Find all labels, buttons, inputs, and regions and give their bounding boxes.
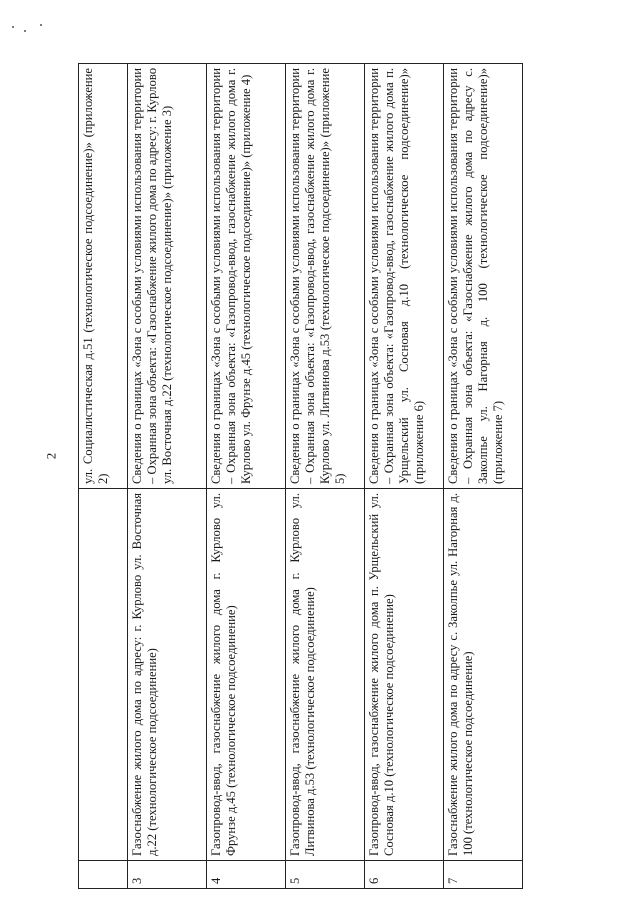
table-row [286, 64, 365, 889]
zone-cell: Сведения о границах «Зона с особыми условиями использования территории – Охранная зона объекта: «Газопровод-ввод, газоснабжение жилого дома г. Курлово ул. Фрунзе д.45 (технологическое подсоединение)» (приложение 4) [207, 64, 286, 489]
page-number: 2 [43, 452, 59, 460]
rotated-table-content [78, 64, 505, 889]
zone-cell: Сведения о границах «Зона с особыми условиями использования территории – Охранная зона объекта: «Газоснабжение жилого дома по адресу: г. Курлово ул. Восточная д.22 (технологическое подсоединение)» (приложение 3) [128, 64, 207, 489]
zone-cell: Сведения о границах «Зона с особыми условиями использования территории – Охранная зона объекта: «Газоснабжение жилого дома по адресу с. Заколпье ул. Нагорная д. 100 (технологическое подсоединение)» (приложение 7) [444, 64, 523, 489]
object-cell [79, 489, 128, 861]
object-cell: Газоснабжение жилого дома по адресу: г. Курлово ул. Восточная д.22 (технологическое подсоединение) [128, 489, 207, 861]
row-number: 4 [207, 861, 286, 889]
row-number [79, 861, 128, 889]
scan-specks [10, 22, 50, 38]
row-number: 6 [365, 861, 444, 889]
table-row [128, 64, 207, 889]
object-cell: Газоснабжение жилого дома по адресу с. Заколпье ул. Нагорная д. 100 (технологическое подсоединение) [444, 489, 523, 861]
zone-cell: Сведения о границах «Зона с особыми условиями использования территории – Охранная зона объекта: «Газопровод-ввод, газоснабжение жилого дома г. Курлово ул. Литвинова д.53 (технологическое подсоединение)» (приложение 5) [286, 64, 365, 489]
row-number: 7 [444, 861, 523, 889]
table-row-continuation [79, 64, 128, 889]
object-cell: Газопровод-ввод, газоснабжение жилого дома г. Курлово ул. Литвинова д.53 (технологическое подсоединение) [286, 489, 365, 861]
table-row [365, 64, 444, 889]
rotated-table-frame [78, 64, 505, 889]
zone-cell: Сведения о границах «Зона с особыми условиями использования территории – Охранная зона объекта: «Газопровод-ввод, газоснабжение жилого дома п. Урщельский ул. Сосновая д.10 (технологическое подсоединение)» (приложение 6) [365, 64, 444, 489]
object-cell: Газопровод-ввод, газоснабжение жилого дома г. Курлово ул. Фрунзе д.45 (технологическое подсоединение) [207, 489, 286, 861]
table-row [444, 64, 523, 889]
object-cell: Газопровод-ввод, газоснабжение жилого дома п. Урщельский ул. Сосновая д.10 (технологическое подсоединение) [365, 489, 444, 861]
zones-table [78, 63, 523, 889]
row-number: 3 [128, 861, 207, 889]
zone-cell: ул. Социалистическая д.51 (технологическое подсоединение)» (приложение 2) [79, 64, 128, 489]
row-number: 5 [286, 861, 365, 889]
table-row [207, 64, 286, 889]
